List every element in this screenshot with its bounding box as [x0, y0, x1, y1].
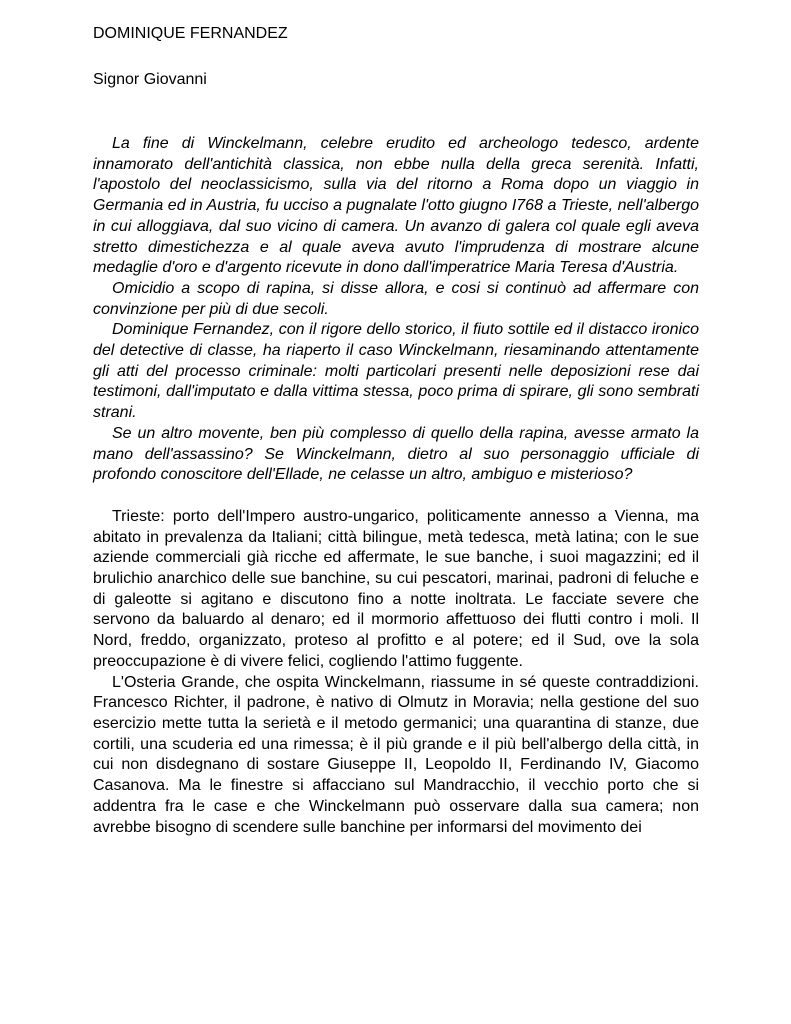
synopsis-paragraph: La fine di Winckelmann, celebre erudito ed archeologo tedesco, ardente innamorato dell'antichità classica, non ebbe nulla della greca serenità. Infatti, l'apostolo del neoclassicismo, sulla via del ritorno a Roma dopo un viaggio in Germania ed in Austria, fu ucciso a pugnalate l'otto giugno I768 a Trieste, nell'albergo in cui alloggiava, dal suo vicino di camera. Un avanzo di galera col quale egli aveva stretto dimestichezza e al quale aveva avuto l'imprudenza di mostrare alcune medaglie d'oro e d'argento ricevute in dono dall'imperatrice Maria Teresa d'Austria.: [93, 135, 699, 277]
book-title: Signor Giovanni: [93, 71, 207, 88]
synopsis-paragraph: Omicidio a scopo di rapina, si disse allora, e cosi si continuò ad affermare con convinzione per più di due secoli.: [93, 279, 699, 318]
body-paragraph: Trieste: porto dell'Impero austro-ungarico, politicamente annesso a Vienna, ma abitato in prevalenza da Italiani; città bilingue, metà tedesca, metà latina; con le sue aziende commerciali già ricche ed affermate, le sue banche, i suoi magazzini; ed il brulichio anarchico delle sue banchine, su cui pescatori, marinai, padroni di feluche e di galeotte si agitano e discutono fino a notte inoltrata. Le facciate severe che servono da baluardo al denaro; ed il mormorio affettuoso dei flutti contro i moli. Il Nord, freddo, organizzato, proteso al profitto e al potere; ed il Sud, ove la sola preoccupazione è di vivere felici, cogliendo l'attimo fuggente.: [93, 507, 699, 670]
main-text: [93, 507, 699, 838]
document-body: [93, 134, 699, 838]
synopsis-paragraph: Se un altro movente, ben più complesso di quello della rapina, avesse armato la mano dell'assassino? Se Winckelmann, dietro al suo personaggio ufficiale di profondo conoscitore dell'Ellade, ne celasse un altro, ambiguo e misterioso?: [93, 424, 699, 484]
document-page: [93, 24, 699, 836]
author-name: DOMINIQUE FERNANDEZ: [93, 25, 288, 42]
body-paragraph: L'Osteria Grande, che ospita Winckelmann, riassume in sé queste contraddizioni. Francesco Richter, il padrone, è nativo di Olmutz in Moravia; nella gestione del suo esercizio mette tutta la serietà e il metodo germanici; una quarantina di stanze, due cortili, una scuderia ed una rimessa; è il più grande e il più bell'albergo della città, in cui non disdegnano di sostare Giuseppe II, Leopoldo II, Ferdinando IV, Giacomo Casanova. Ma le finestre si affacciano sul Mandracchio, il vecchio porto che si addentra fra le case e che Winckelmann può osservare dalla sua camera; non avrebbe bisogno di scendere sulle banchine per informarsi del movimento dei: [93, 673, 699, 836]
italic-synopsis: [93, 134, 699, 486]
synopsis-paragraph: Dominique Fernandez, con il rigore dello storico, il fiuto sottile ed il distacco ironico del detective di classe, ha riaperto il caso Winckelmann, riesaminando attentamente gli atti del processo criminale: molti particolari presenti nelle deposizioni rese dai testimoni, dall'imputato e dalla vittima stessa, poco prima di spirare, gli sono sembrati strani.: [93, 321, 699, 422]
